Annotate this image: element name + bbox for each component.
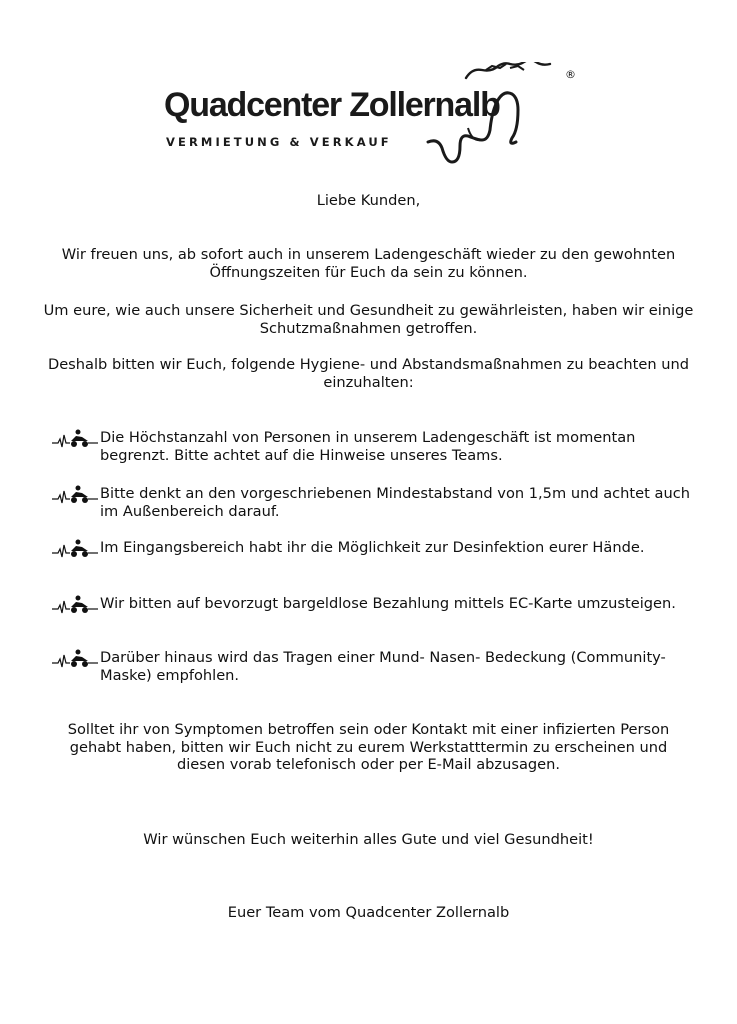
greeting: Liebe Kunden,	[316, 192, 421, 209]
wishes-paragraph: Wir wünschen Euch weiterhin alles Gute und viel Gesundheit!	[143, 831, 594, 848]
logo-name: Quadcenter Zollernalb	[164, 86, 500, 124]
quad-heartbeat-icon	[52, 481, 98, 507]
symptoms-paragraph: Solltet ihr von Symptomen betroffen sein oder Kontakt mit einer infizierten Person gehabt haben, bitten wir Euch nicht zu eurem Werkstatttermin zu erscheinen und diesen vorab telefonisch oder per E-Mail abzusagen.	[67, 721, 670, 773]
list-item	[52, 429, 702, 469]
safety-paragraph: Um eure, wie auch unsere Sicherheit und Gesundheit zu gewährleisten, haben wir einige Schutzmaßnahmen getroffen.	[43, 302, 694, 337]
request-paragraph: Deshalb bitten wir Euch, folgende Hygiene- und Abstandsmaßnahmen zu beachten und einzuhalten:	[47, 356, 690, 391]
quad-heartbeat-icon	[52, 591, 98, 617]
quad-heartbeat-icon	[52, 535, 98, 561]
quad-heartbeat-icon	[52, 645, 98, 671]
list-item	[52, 649, 702, 689]
bullet-text: Darüber hinaus wird das Tragen einer Mund- Nasen- Bedeckung (Community-Maske) empfohlen.	[100, 649, 666, 684]
registered-mark: ®	[565, 68, 576, 81]
signature: Euer Team vom Quadcenter Zollernalb	[227, 904, 510, 921]
list-item	[52, 539, 702, 579]
list-item	[52, 595, 702, 635]
bullet-text: Im Eingangsbereich habt ihr die Möglichkeit zur Desinfektion eurer Hände.	[100, 539, 645, 556]
logo-subtitle: VERMIETUNG & VERKAUF	[166, 135, 392, 149]
list-item	[52, 485, 702, 525]
bullet-text: Bitte denkt an den vorgeschriebenen Mindestabstand von 1,5m und achtet auch im Außenbereich darauf.	[100, 485, 690, 520]
bullet-text: Die Höchstanzahl von Personen in unserem Ladengeschäft ist momentan begrenzt. Bitte achtet auf die Hinweise unseres Teams.	[100, 429, 636, 464]
bullet-text: Wir bitten auf bevorzugt bargeldlose Bezahlung mittels EC-Karte umzusteigen.	[100, 595, 676, 612]
intro-paragraph: Wir freuen uns, ab sofort auch in unserem Ladengeschäft wieder zu den gewohnten Öffnungszeiten für Euch da sein zu können.	[61, 246, 676, 281]
company-logo	[160, 62, 580, 172]
quad-heartbeat-icon	[52, 425, 98, 451]
